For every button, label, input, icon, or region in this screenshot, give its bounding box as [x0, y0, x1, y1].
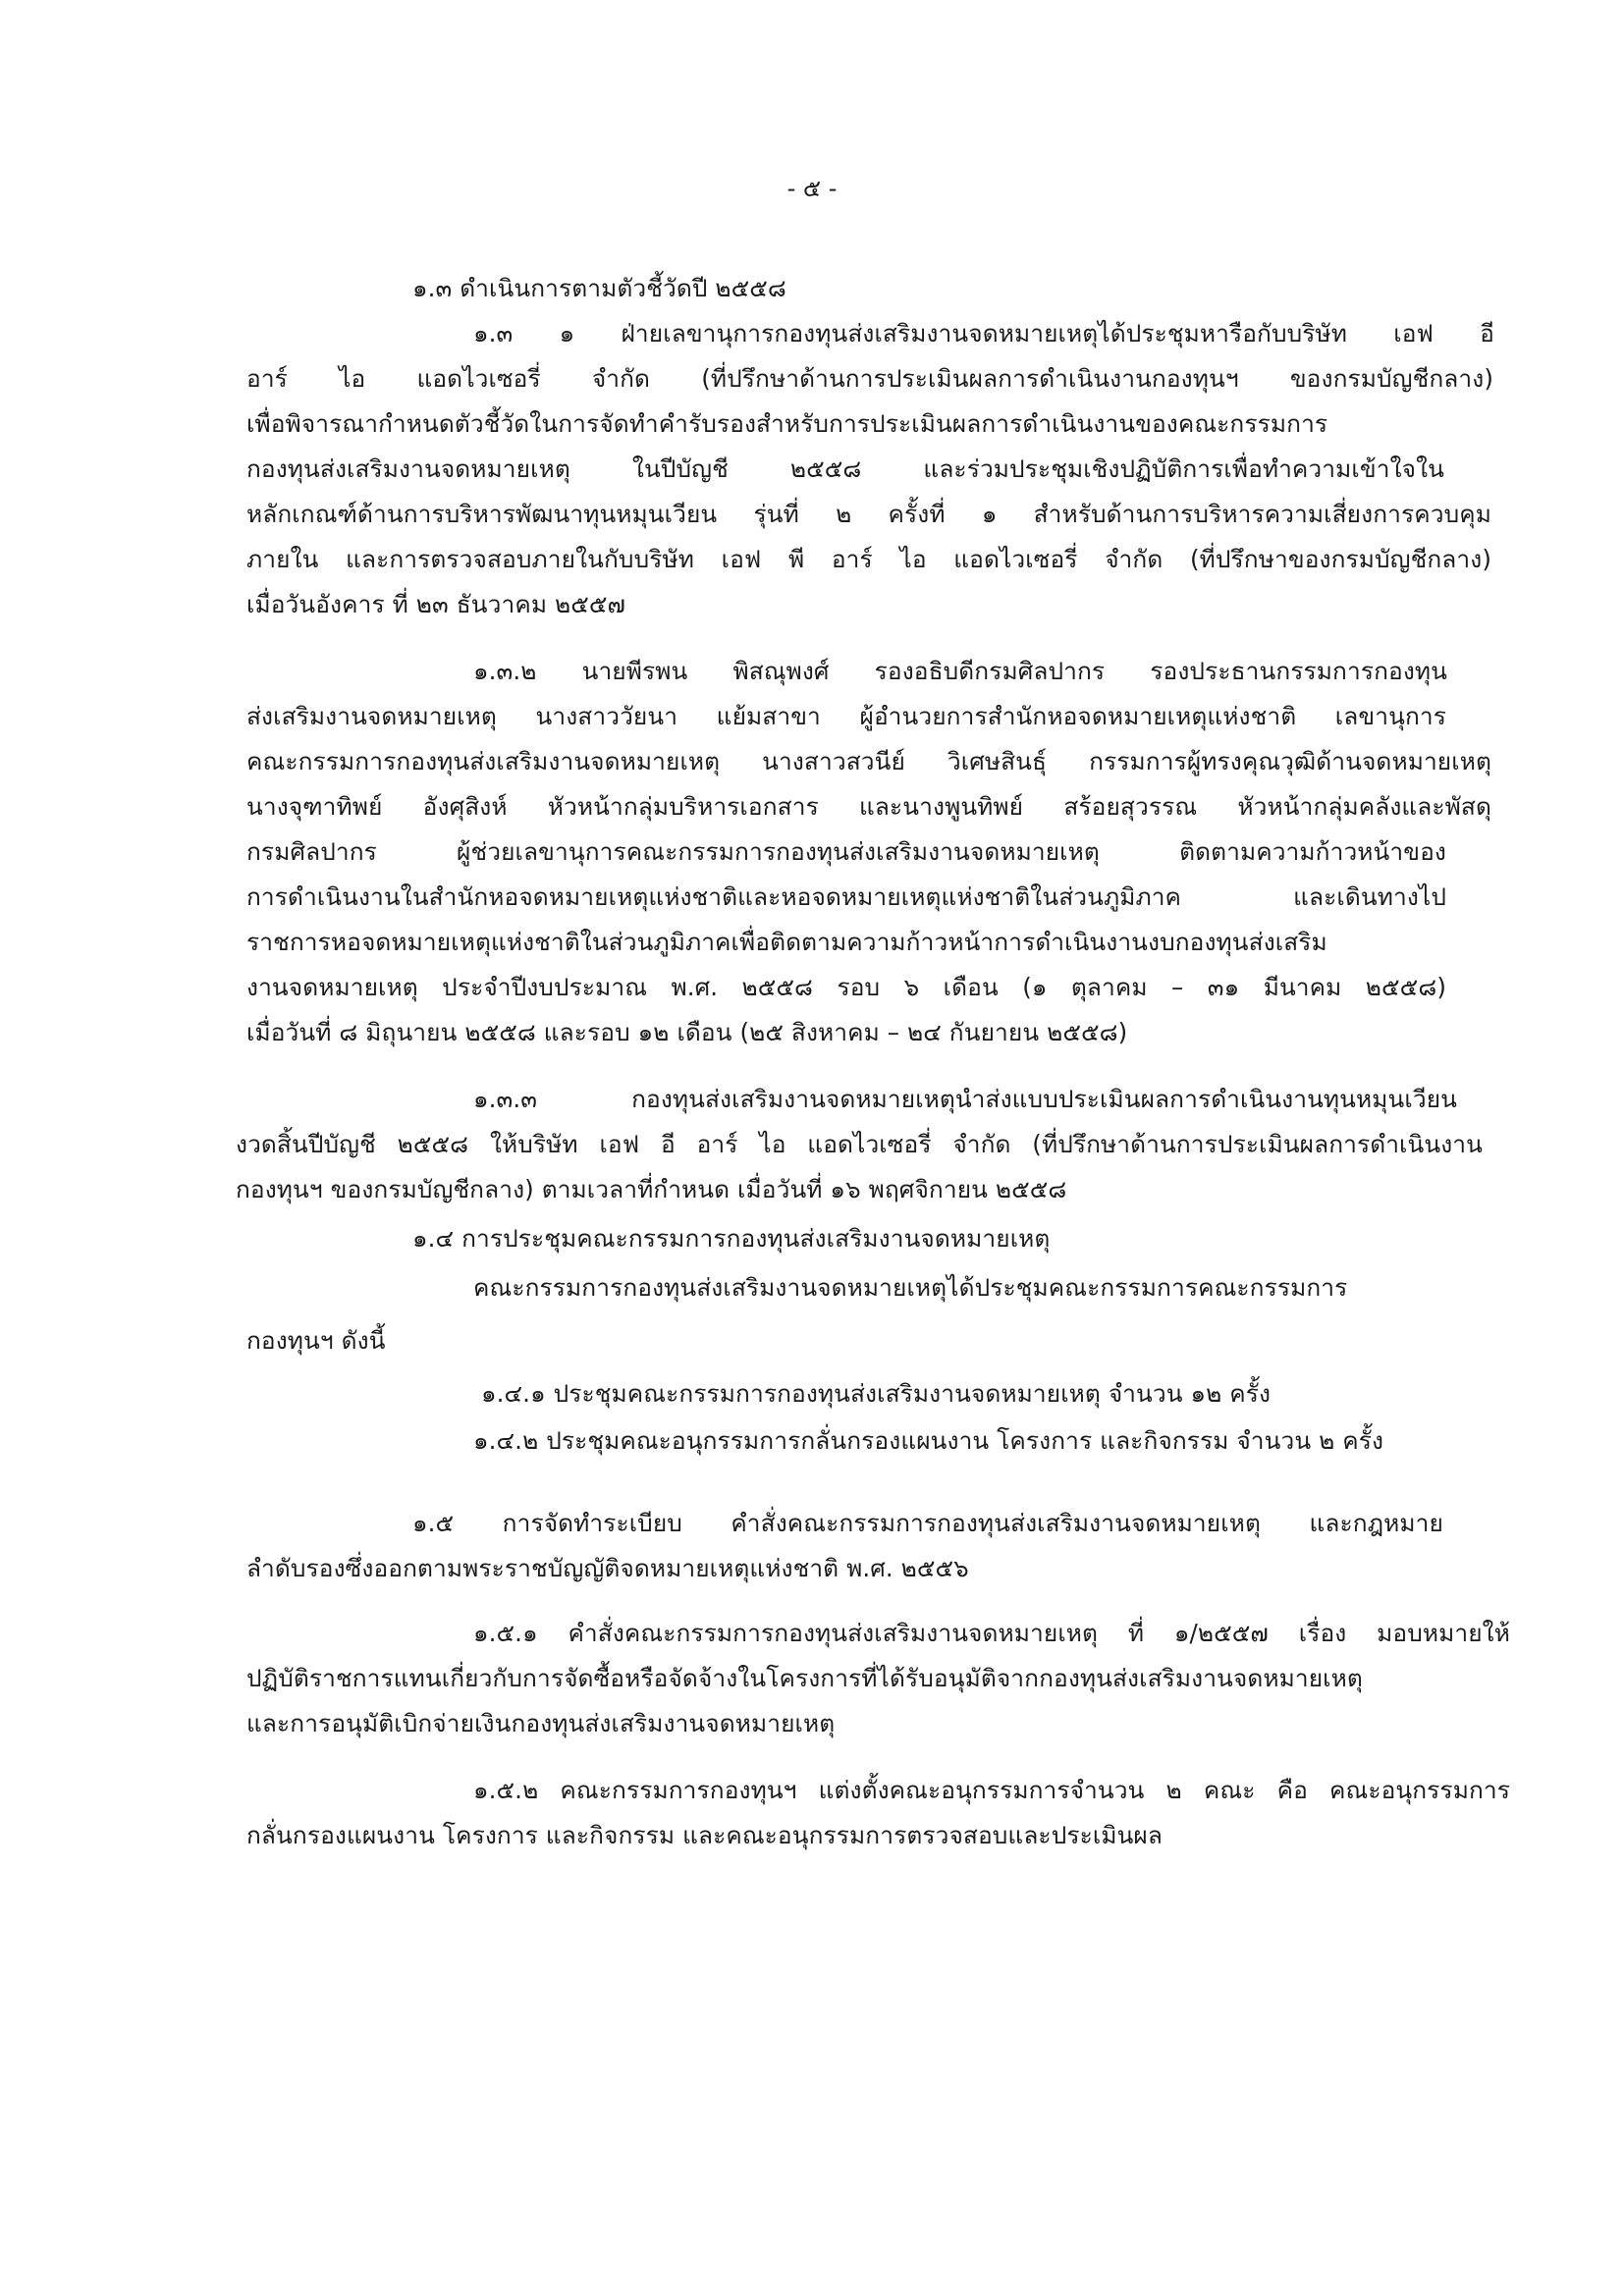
paragraph-1-3-1-line: หลักเกณฑ์ด้านการบริหารพัฒนาทุนหมุนเวียน รุ่นที่ ๒ ครั้งที่ ๑ สำหรับด้านการบริหารความเสี่ยงการควบคุม: [246, 500, 1491, 528]
paragraph-1-3-2-line: คณะกรรมการกองทุนส่งเสริมงานจดหมายเหตุ นางสาวสวนีย์ วิเศษสินธุ์ กรรมการผู้ทรงคุณวุฒิด้านจดหมายเหตุ: [246, 747, 1491, 775]
section-heading-1-3: ๑.๓ ดำเนินการตามตัวชี้วัดปี ๒๕๕๘: [412, 274, 786, 302]
paragraph-1-3-3-line: กองทุนฯ ของกรมบัญชีกลาง) ตามเวลาที่กำหนด เมื่อวันที่ ๑๖ พฤศจิกายน ๒๕๕๘: [236, 1175, 1067, 1203]
paragraph-1-3-3-line: ๑.๓.๓ กองทุนส่งเสริมงานจดหมายเหตุนำส่งแบบประเมินผลการดำเนินงานทุนหมุนเวียน: [473, 1085, 1457, 1113]
paragraph-1-3-1-line: อาร์ ไอ แอดไวเซอรี่ จำกัด (ที่ปรึกษาด้านการประเมินผลการดำเนินงานกองทุนฯ ของกรมบัญชีกลาง): [246, 364, 1493, 393]
paragraph-1-3-1-line: กองทุนส่งเสริมงานจดหมายเหตุ ในปีบัญชี ๒๕๕๘ และร่วมประชุมเชิงปฏิบัติการเพื่อทำความเข้าใจใน: [246, 454, 1444, 483]
paragraph-1-5-2-line: กลั่นกรองแผนงาน โครงการ และกิจกรรม และคณะอนุกรรมการตรวจสอบและประเมินผล: [246, 1821, 1164, 1849]
paragraph-1-3-2-line: ๑.๓.๒ นายพีรพน พิสณุพงศ์ รองอธิบดีกรมศิลปากร รองประธานกรรมการกองทุน: [473, 657, 1447, 685]
paragraph-1-3-2-line: ราชการหอจดหมายเหตุแห่งชาติในส่วนภูมิภาคเพื่อติดตามความก้าวหน้าการดำเนินงานงบกองทุนส่งเสริม: [246, 928, 1327, 956]
list-item-1-4-2: ๑.๔.๒ ประชุมคณะอนุกรรมการกลั่นกรองแผนงาน โครงการ และกิจกรรม จำนวน ๒ ครั้ง: [473, 1426, 1384, 1455]
section-heading-1-5: ๑.๕ การจัดทำระเบียบ คำสั่งคณะกรรมการกองทุนส่งเสริมงานจดหมายเหตุ และกฎหมาย: [412, 1509, 1443, 1537]
paragraph-1-3-2-line: งานจดหมายเหตุ ประจำปีงบประมาณ พ.ศ. ๒๕๕๘ รอบ ๖ เดือน (๑ ตุลาคม – ๓๑ มีนาคม ๒๕๕๘): [246, 973, 1446, 1001]
paragraph-1-3-2-line: ส่งเสริมงานจดหมายเหตุ นางสาววัยนา แย้มสาขา ผู้อำนวยการสำนักหอจดหมายเหตุแห่งชาติ เลขานุการ: [246, 702, 1446, 730]
paragraph-1-5-1-line: ๑.๕.๑ คำสั่งคณะกรรมการกองทุนส่งเสริมงานจดหมายเหตุ ที่ ๑/๒๕๕๗ เรื่อง มอบหมายให้: [473, 1619, 1510, 1647]
paragraph-1-3-1-line: ภายใน และการตรวจสอบภายในกับบริษัท เอฟ พี อาร์ ไอ แอดไวเซอรี่ จำกัด (ที่ปรึกษาของกรมบัญชีกลาง): [246, 545, 1491, 573]
paragraph-1-4-line: กองทุนฯ ดังนี้: [246, 1326, 386, 1355]
paragraph-1-3-1-line: เมื่อวันอังคาร ที่ ๒๓ ธันวาคม ๒๕๕๗: [246, 590, 626, 618]
section-heading-1-4: ๑.๔ การประชุมคณะกรรมการกองทุนส่งเสริมงานจดหมายเหตุ: [412, 1224, 1051, 1253]
paragraph-1-5-2-line: ๑.๕.๒ คณะกรรมการกองทุนฯ แต่งตั้งคณะอนุกรรมการจำนวน ๒ คณะ คือ คณะอนุกรรมการ: [473, 1776, 1510, 1804]
paragraph-1-3-2-line: การดำเนินงานในสำนักหอจดหมายเหตุแห่งชาติและหอจดหมายเหตุแห่งชาติในส่วนภูมิภาค และเดินทางไป: [246, 882, 1446, 911]
paragraph-1-3-2-line: นางจุฑาทิพย์ อังศุสิงห์ หัวหน้ากลุ่มบริหารเอกสาร และนางพูนทิพย์ สร้อยสุวรรณ หัวหน้ากลุ่มคลังและพัสดุ: [246, 792, 1491, 821]
paragraph-1-3-1-line: เพื่อพิจารณากำหนดตัวชี้วัดในการจัดทำคำรับรองสำหรับการประเมินผลการดำเนินงานของคณะกรรมการ: [246, 409, 1328, 438]
paragraph-1-3-3-line: งวดสิ้นปีบัญชี ๒๕๕๘ ให้บริษัท เอฟ อี อาร์ ไอ แอดไวเซอรี่ จำกัด (ที่ปรึกษาด้านการประเมินผลการดำเนินงาน: [236, 1130, 1483, 1158]
paragraph-1-4-line: คณะกรรมการกองทุนส่งเสริมงานจดหมายเหตุได้ประชุมคณะกรรมการคณะกรรมการ: [473, 1273, 1348, 1302]
list-item-1-4-1: ๑.๔.๑ ประชุมคณะกรรมการกองทุนส่งเสริมงานจดหมายเหตุ จำนวน ๑๒ ครั้ง: [481, 1379, 1272, 1408]
paragraph-1-5-1-line: และการอนุมัติเบิกจ่ายเงินกองทุนส่งเสริมงานจดหมายเหตุ: [246, 1709, 836, 1737]
page-number: - ๕ -: [786, 175, 838, 202]
paragraph-1-3-2-line: เมื่อวันที่ ๘ มิถุนายน ๒๕๕๘ และรอบ ๑๒ เดือน (๒๕ สิงหาคม – ๒๔ กันยายน ๒๕๕๘): [246, 1018, 1128, 1046]
paragraph-1-3-1-line: ๑.๓ ๑ ฝ่ายเลขานุการกองทุนส่งเสริมงานจดหมายเหตุได้ประชุมหารือกับบริษัท เอฟ อี: [473, 319, 1494, 347]
section-heading-1-5: ลำดับรองซึ่งออกตามพระราชบัญญัติจดหมายเหตุแห่งชาติ พ.ศ. ๒๕๕๖: [246, 1554, 969, 1582]
paragraph-1-5-1-line: ปฏิบัติราชการแทนเกี่ยวกับการจัดซื้อหรือจัดจ้างในโครงการที่ได้รับอนุมัติจากกองทุนส่งเสริมงานจดหมายเหตุ: [246, 1664, 1363, 1692]
paragraph-1-3-2-line: กรมศิลปากร ผู้ช่วยเลขานุการคณะกรรมการกองทุนส่งเสริมงานจดหมายเหตุ ติดตามความก้าวหน้าของ: [246, 837, 1446, 866]
